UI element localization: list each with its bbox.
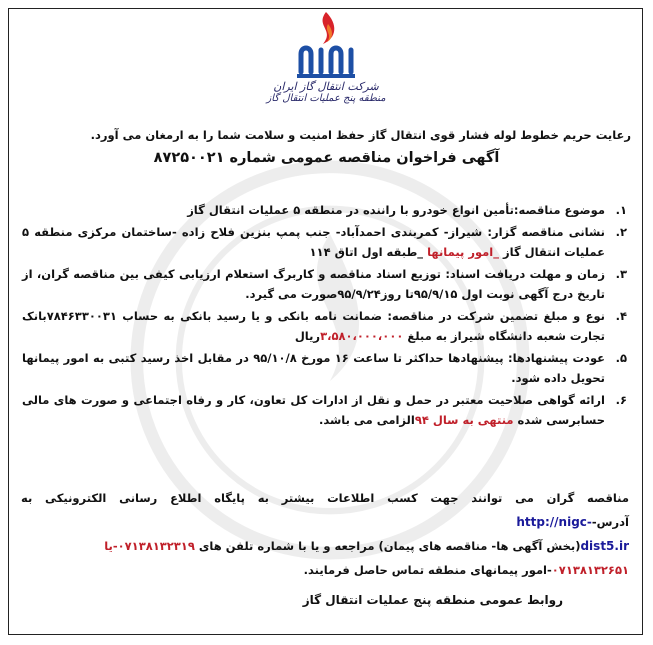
list-item bbox=[22, 348, 627, 388]
website-link[interactable]: http://nigc- bbox=[516, 515, 592, 529]
note-text: (بخش آگهی ها- مناقصه های پیمان) مراجعه و یا با شماره تلفن های bbox=[194, 539, 581, 553]
company-logo bbox=[266, 10, 386, 122]
list-item bbox=[22, 390, 627, 430]
list-item bbox=[22, 264, 627, 304]
item-number: ۲. bbox=[615, 225, 627, 239]
website-link[interactable]: dist5.ir bbox=[580, 539, 629, 553]
item-number: ۵. bbox=[615, 351, 627, 365]
highlight-text: منتهی به سال ۹۴ bbox=[414, 413, 514, 427]
item-number: ۶. bbox=[615, 393, 627, 407]
note-text: -امور پیمانهای منطقه تماس حاصل فرمایند. bbox=[303, 563, 552, 577]
phone-number: ۰۷۱۳۸۱۳۲۳۱۹-یا bbox=[104, 539, 195, 553]
item-number: ۳. bbox=[615, 267, 627, 281]
item-text: موضوع مناقصه:تأمین انواع خودرو با راننده در منطقه ۵ عملیات انتقال گاز bbox=[187, 203, 605, 217]
item-text: ارائه گواهی صلاحیت معتبر در حمل و نقل از ادارات کل تعاون، کار و رفاه اجتماعی و صورت های مالی حسابرسی شده bbox=[22, 393, 605, 427]
tender-items-list bbox=[22, 200, 627, 432]
item-text: نشانی مناقصه گزار: شیراز- کمربندی احمدآباد- جنب پمپ بنزین فلاح زاده -ساختمان مرکزی منطقه ۵ عملیات انتقال گاز bbox=[22, 225, 605, 259]
flame-logo-icon bbox=[293, 10, 359, 80]
highlight-text: _امور پیمانها bbox=[427, 245, 499, 259]
item-text: عودت پیشنهادها: پیشنهادها حداکثر تا ساعت ۱۶ مورخ ۹۵/۱۰/۸ در مقابل اخذ رسید کتبی به امور پیمانها تحویل داده شود. bbox=[22, 351, 606, 385]
item-text: الزامی می باشد. bbox=[318, 413, 415, 427]
item-text: ریال bbox=[294, 329, 321, 343]
logo-company-name: شرکت انتقال گاز ایران bbox=[273, 80, 379, 93]
tender-title: آگهی فراخوان مناقصه عمومی شماره ۸۷۲۵۰۰۲۱ bbox=[153, 150, 500, 166]
footer-signature: روابط عمومی منطقه پنج عملیات انتقال گاز bbox=[302, 593, 563, 607]
note-text: مناقصه گران می توانند جهت کسب اطلاعات بیشتر به پایگاه اطلاع رسانی الکترونیکی به آدرس- bbox=[21, 491, 629, 529]
item-number: ۴. bbox=[615, 309, 627, 323]
safety-notice: رعایت حریم خطوط لوله فشار قوی انتقال گاز حفظ امنیت و سلامت شما را به ارمغان می آورد. bbox=[90, 128, 631, 142]
contact-note bbox=[21, 486, 629, 582]
logo-region-name: منطقه پنج عملیات انتقال گاز bbox=[266, 93, 386, 104]
list-item bbox=[22, 306, 627, 346]
phone-number: ۰۷۱۳۸۱۳۲۶۵۱ bbox=[551, 563, 629, 577]
item-text: _طبقه اول اتاق ۱۱۴ bbox=[309, 245, 428, 259]
guarantee-amount: ۳،۵۸۰،۰۰۰،۰۰۰ bbox=[320, 329, 404, 343]
item-text: نوع و مبلغ تضمین شرکت در مناقصه: ضمانت نامه بانکی و یا رسید بانکی به حساب ۷۸۴۶۳۳۰۰۳۱بانک تجارت شعبه دانشگاه شیراز به مبلغ bbox=[22, 309, 605, 343]
list-item bbox=[22, 222, 627, 262]
item-text: زمان و مهلت دریافت اسناد: توزیع اسناد مناقصه و کاربرگ استعلام ارزیابی کیفی بین مناقصه گران، از تاریخ درج آگهی نوبت اول ۹۵/۹/۱۵تا روز۹۵/۹/۲۴صورت می گیرد. bbox=[22, 267, 605, 301]
item-number: ۱. bbox=[615, 203, 627, 217]
list-item bbox=[22, 200, 627, 220]
